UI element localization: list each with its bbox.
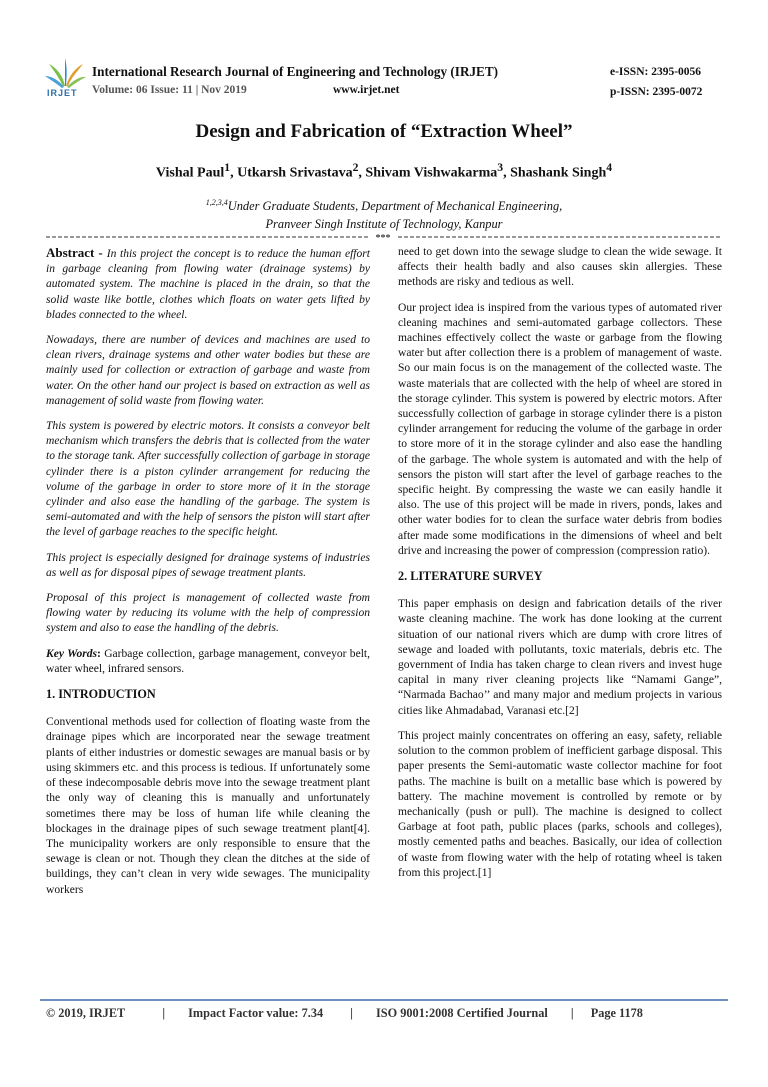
author-sup: 3 (497, 161, 504, 174)
logo-text: IRJET (47, 88, 78, 98)
footer-impact: Impact Factor value: 7.34 (188, 1006, 324, 1020)
footer-rule (40, 999, 728, 1001)
e-issn: e-ISSN: 2395-0056 (610, 66, 702, 78)
author-name: Utkarsh Srivastava (237, 165, 353, 181)
affil-line2: Pranveer Singh Institute of Technology, Kanpur (265, 217, 503, 232)
separator-stars: *** (375, 233, 391, 242)
affiliation (0, 194, 768, 233)
footer-copyright: © 2019, IRJET (46, 1006, 126, 1020)
author-sup: 2 (352, 161, 359, 174)
author-name: Shivam Vishwakarma (365, 165, 498, 181)
p-issn: p-ISSN: 2395-0072 (610, 86, 703, 98)
author-name: Shashank Singh (510, 165, 607, 181)
footer-divider: | (350, 1006, 353, 1020)
right-p1: need to get down into the sewage sludge to clean the wide sewage. It affects their health badly and also causes skin allergies. These methods are risky and tedious as well. (398, 246, 722, 289)
right-p2: Our project idea is inspired from the various types of automated river cleaning machines and semi-automated garbage collectors. These machines effectively collect the waste or garbage from the flowing water but after collection there is a problem of management of waste. So our main focus is on the management of the collected waste. The waste materials that are collected with the help of wheel are stored in the storage cylinder. This system is powered by electric motors. After successfully collection of garbage in storage cylinder there is a piston cylinder arrangement for reducing the volume of the garbage in order to store more of it in the storage cylinder and also ease the handling of the garbage. The whole system is automated and with the help of sensors the piston will start after the level of garbage reaches to the specific height. By compressing the waste we can easily handle it also. The use of this project will be made in rivers, ponds, lakes and other water bodies for to clean the surface water debris from bodies after made some modifications in the dimensions of wheel and belt drive and increasing the power of compression (compression ratio). (398, 301, 722, 557)
author-sup: 1 (224, 161, 231, 174)
right-column (398, 245, 722, 891)
affil-sup: 1,2,3,4 (205, 198, 228, 207)
literature-heading: 2. LITERATURE SURVEY (398, 569, 543, 584)
abstract-p3: This system is powered by electric motors. It consists a conveyor belt mechanism which transfers the debris that is collected from the water to the storage tank. After successfully collection of garbage in storage cylinder there is a piston cylinder arrangement for reducing the volume of the garbage in order to store more of it in the storage cylinder and also ease the handling of the garbage. The system is semi-automated and with the help of sensors the piston will start after the level of garbage reaches to the specific height. (46, 420, 371, 539)
abstract-text: In this project the concept is to reduce the human effort in garbage cleaning from flowing water (drainage systems) by automated system. The machine is placed in the drain, so that the solid waste like bottle, clothes which floats on water gets lifted by blades connected to the wheel. (46, 248, 370, 321)
keywords-text: Garbage collection, garbage management, conveyor belt, water wheel, infrared sensors. (46, 647, 370, 675)
abstract-p5: Proposal of this project is management of collected waste from flowing water by reducing its volume with the help of compression system and also to ease the handling of the debris. (46, 592, 370, 635)
separator-line (46, 232, 722, 242)
volume-issue: Volume: 06 Issue: 11 | Nov 2019 (92, 84, 247, 96)
affil-line1: Under Graduate Students, Department of Mechanical Engineering, (227, 199, 563, 214)
keywords-colon: : (97, 647, 105, 660)
keywords-label: Key Words (46, 647, 98, 660)
paper-title: Design and Fabrication of “Extraction Wheel” (195, 121, 573, 142)
intro-heading: 1. INTRODUCTION (46, 687, 156, 702)
left-column (46, 245, 370, 908)
abstract-p2: Nowadays, there are number of devices and machines are used to clean rivers, drainage systems and other water bodies but these are mainly used for collection or extraction of garbage and waste from water. On the other hand our project is based on extraction as well as management of solid waste from flowing water. (46, 334, 370, 407)
keywords (46, 647, 370, 677)
footer-divider: | (570, 1006, 574, 1020)
author-list: Vishal Paul$^1$, Utkarsh Srivastava$^2$, Shivam Vishwakarma$^3$, Shashank Singh$^4$ (155, 161, 613, 181)
author-name: Vishal Paul (155, 165, 225, 181)
footer-divider: | (162, 1006, 166, 1020)
abstract-p1 (46, 245, 370, 323)
intro-p1: Conventional methods used for collection of floating waste from the drainage pipes which are incorporated near the sewage treatment plants of either industries or domestic sewages are manual basis or by using skimmers etc. and this process is tedious. If unfortunately some of these indecomposable debris move into the sewage treatment plant the only way of cleaning this is manually and unfortunately sometimes there may be loss of human life while cleaning the blockages in the drainage pipes of such sewage treatment plant[4]. The municipality workers are only responsible to ensure that the sewage is clean or not. Though they clean the ditches at the side of buildings, they can’t clean in very wide sewages. The municipality workers (46, 716, 370, 896)
journal-name: International Research Journal of Engineering and Technology (IRJET) (92, 64, 499, 79)
right-p3: This paper emphasis on design and fabrication details of the river waste cleaning machine. The work has done looking at the current situation of our national rivers which are dump with crore litres of sewage and loaded with pollutants, toxic materials, debris etc. The government of India has taken charge to clean rivers and invest huge capital in many river cleaning projects like “Namami Gange”, “Narmada Bachao’’ and many major and medium projects in various cities like Ahmadabad, Varanasi etc.[2] (398, 598, 722, 717)
footer-page: Page 1178 (590, 1006, 643, 1020)
abstract-p4: This project is especially designed for drainage systems of industries as well as for disposal pipes of sewage treatment plants. (46, 551, 370, 579)
abstract-label: Abstract - (46, 245, 107, 260)
footer (46, 1006, 726, 1021)
footer-iso: ISO 9001:2008 Certified Journal (376, 1006, 548, 1020)
journal-website-link[interactable]: www.irjet.net (333, 84, 400, 96)
right-p4: This project mainly concentrates on offering an easy, safety, reliable solution to the common problem of inefficient garbage disposal. This paper presents the Semi-automatic waste collector machine for foot paths. The machine is built on a metallic base which is powered by battery. The machine movement is controlled by remote or by mechanically (push or pull). The machine is designed to collect Garbage at foot path, public places (parks, schools and colleges), mostly cemented paths and beaches. Basically, our idea of collection of waste from flowing water with the help of rotating wheel is taken from this project.[1] (398, 729, 722, 879)
author-sup: 4 (606, 161, 613, 174)
